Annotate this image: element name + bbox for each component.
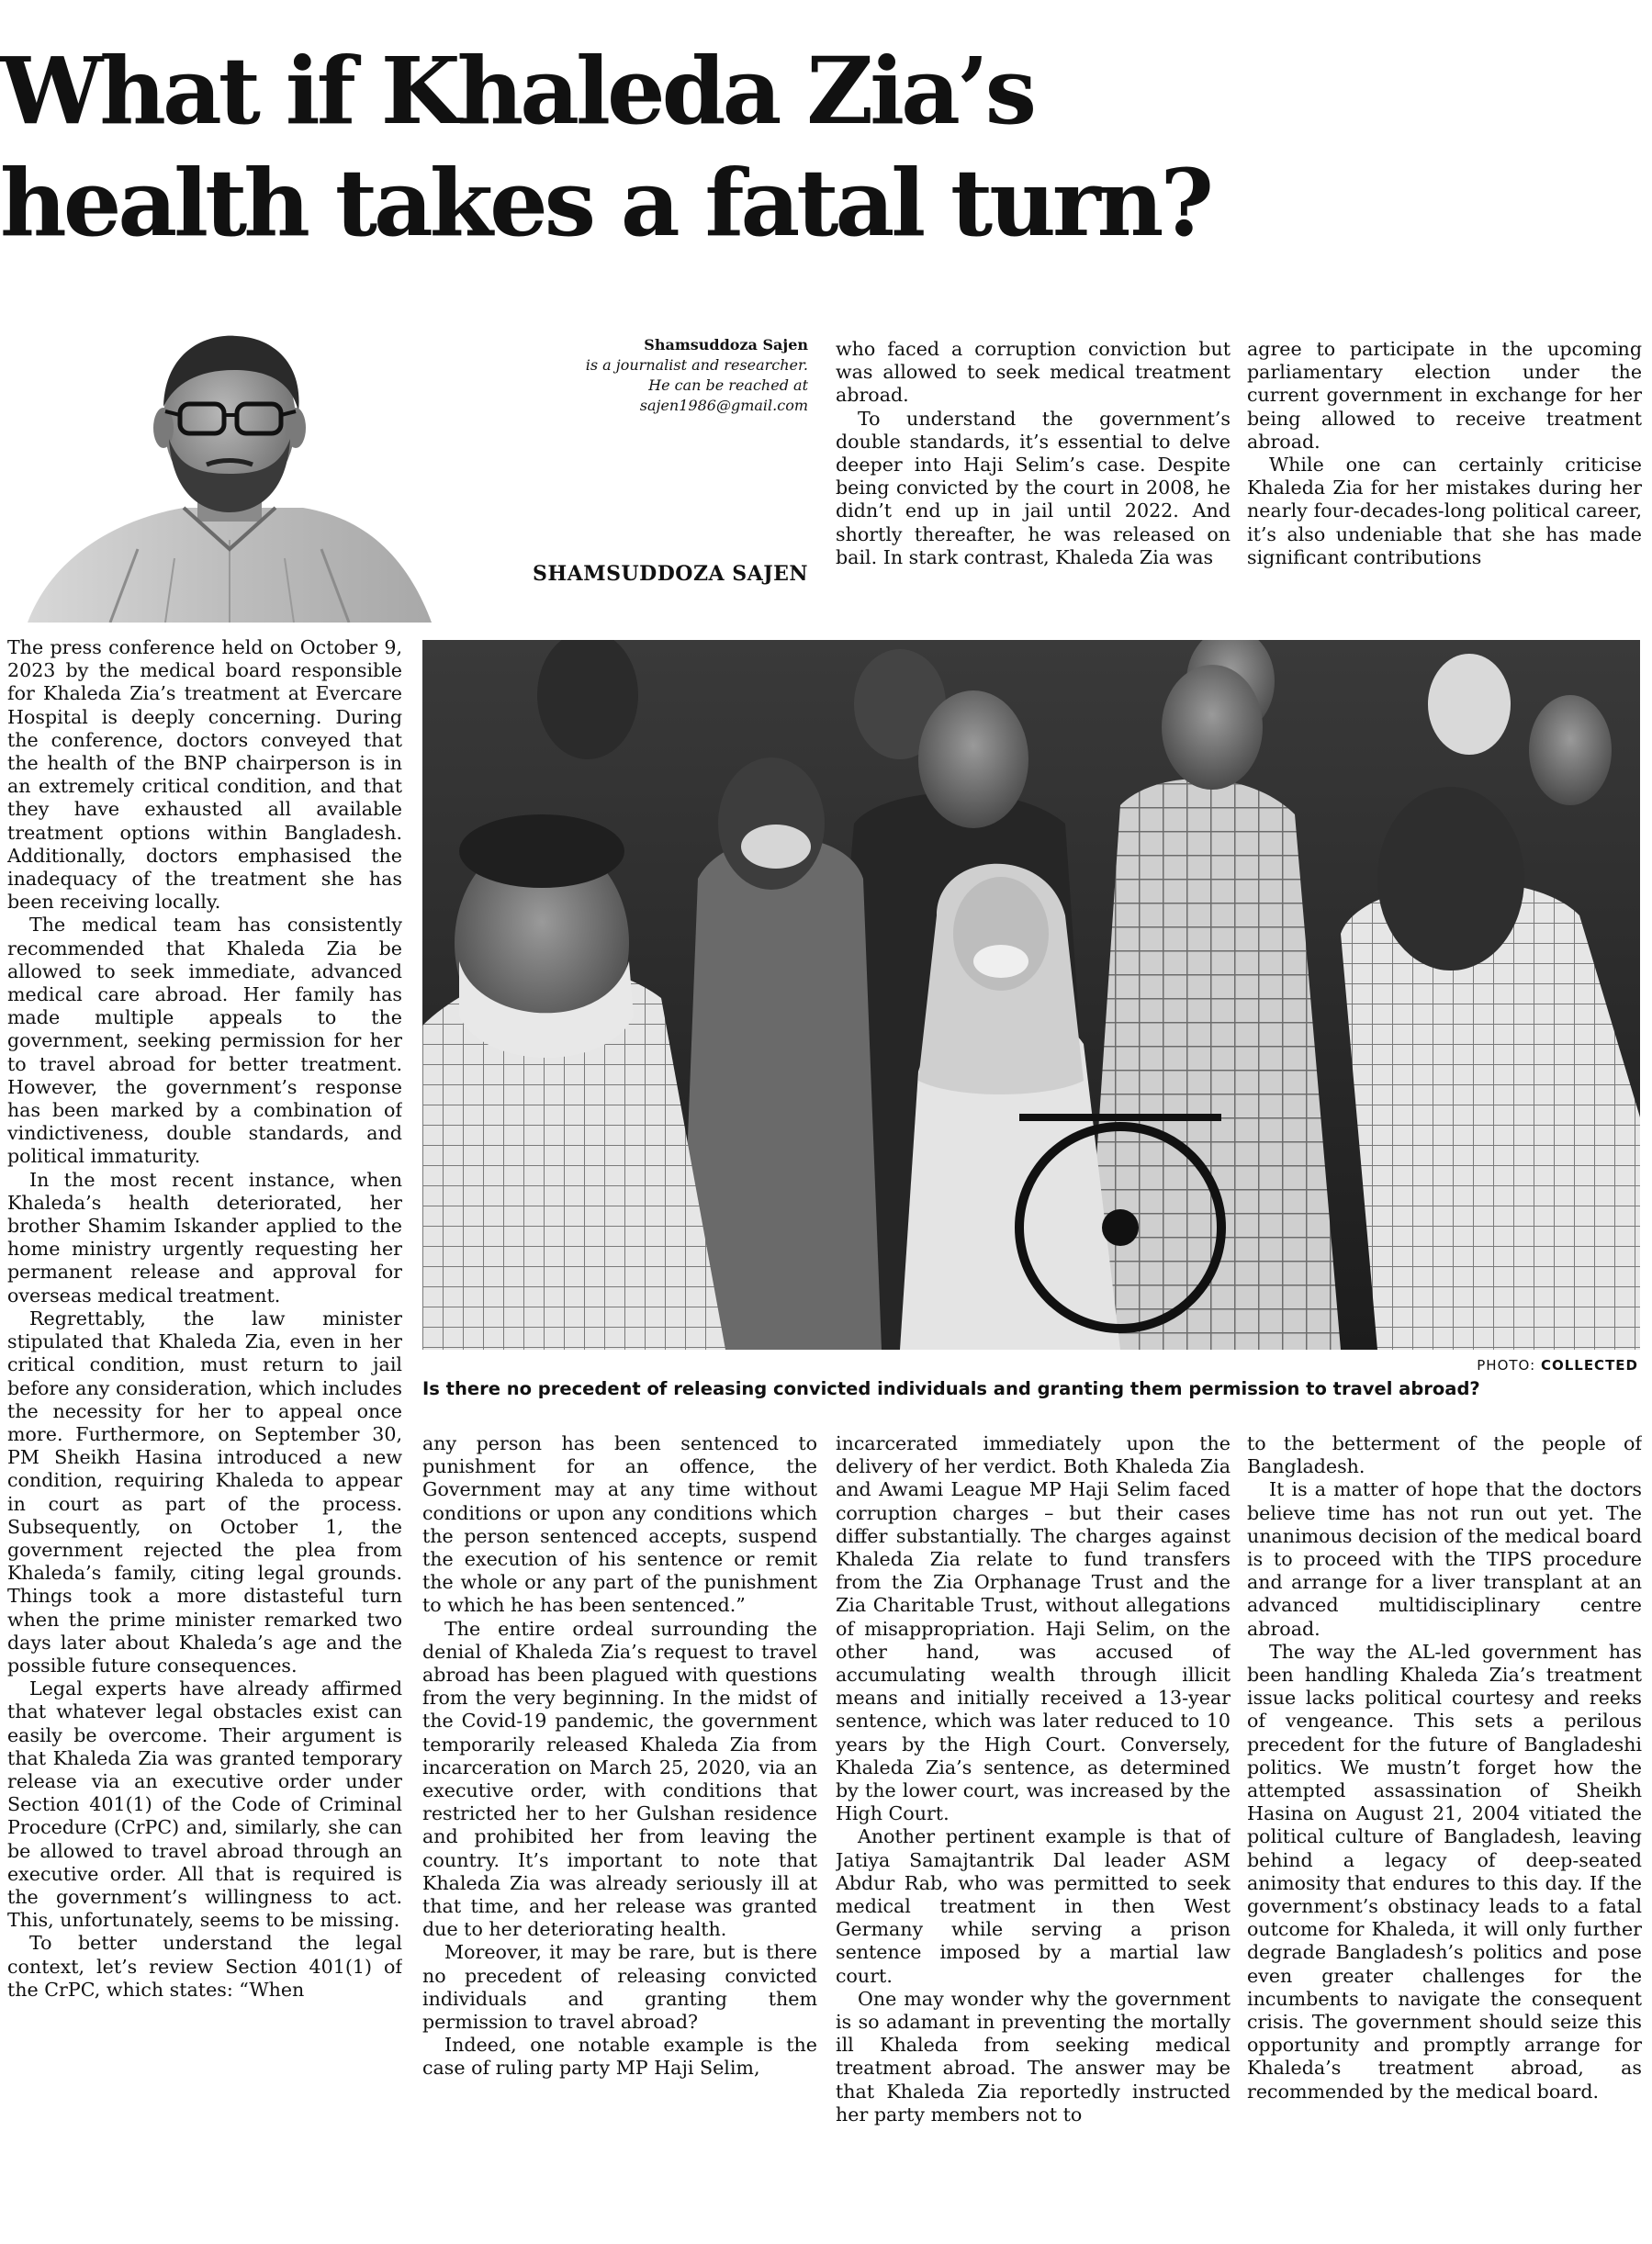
paragraph: While one can certainly criticise Khaleda Zia for her mistakes during her nearly four-decades-long political career, it’s also undeniable that she has made significant contributions	[1247, 454, 1642, 568]
paragraph: To understand the government’s double standards, it’s essential to delve deeper into Haji Selim’s case. Despite being convicted by the court in 2008, he didn’t end up in jail until 2022. And shortly thereafter, he was released on bail. In stark contrast, Khaleda Zia was	[836, 407, 1231, 568]
headline	[0, 35, 1635, 259]
author-bio	[514, 335, 808, 416]
paragraph: agree to participate in the upcoming parliamentary election under the current government in exchange for her being allowed to receive treatment abroad.	[1247, 338, 1642, 453]
author-portrait	[0, 320, 459, 623]
headline-line-2: health takes a fatal turn?	[0, 149, 1210, 257]
photo-caption: Is there no precedent of releasing convicted individuals and granting them permission to travel abroad?	[422, 1378, 1480, 1399]
paragraph: The way the AL-led government has been handling Khaleda Zia’s treatment issue lacks political courtesy and reeks of vengeance. This sets a perilous precedent for the future of Bangladeshi politics. We mustn’t forget how the attempted assassination of Sheikh Hasina on August 21, 2004 vitiated the political culture of Bangladesh, leaving behind a legacy of deep-seated animosity that endures to this day. If the government’s obstinacy leads to a fatal outcome for Khaleda, it will only further degrade Bangladesh’s politics and pose even greater challenges for the incumbents to navigate the consequent crisis. The government should seize this opportunity and promptly arrange for Khaleda’s treatment abroad, as recommended by the medical board.	[1247, 1640, 1642, 2103]
paragraph: To better understand the legal context, let’s review Section 401(1) of the CrPC, which states: “When	[7, 1932, 402, 2001]
author-name: Shamsuddoza Sajen	[644, 336, 808, 353]
paragraph: It is a matter of hope that the doctors believe time has not run out yet. The unanimous decision of the medical board is to proceed with the TIPS procedure and arrange for a liver transplant at an advanced multidisciplinary centre abroad.	[1247, 1478, 1642, 1640]
photo-credit-label: PHOTO:	[1477, 1357, 1536, 1374]
article-column-3	[1247, 338, 1642, 606]
paragraph: The press conference held on October 9, 2023 by the medical board responsible for Khaleda Zia’s treatment at Evercare Hospital is deeply concerning. During the conference, doctors conveyed that the health of the BNP chairperson is in an extremely critical condition, and that they have exhausted all available treatment options within Bangladesh. Additionally, doctors emphasised the inadequacy of the treatment she has been receiving locally.	[7, 636, 402, 914]
photo-credit	[1377, 1357, 1638, 1374]
paragraph: Legal experts have already affirmed that whatever legal obstacles exist can easily be overcome. Their argument is that Khaleda Zia was granted temporary release via an executive order under Section 401(1) of the Code of Criminal Procedure (CrPC) and, similarly, she can be allowed to travel abroad through an executive order. All that is required is the government’s willingness to act. This, unfortunately, seems to be missing.	[7, 1677, 402, 1932]
paragraph: Moreover, it may be rare, but is there no precedent of releasing convicted individuals and granting them permission to travel abroad?	[422, 1941, 817, 2034]
article-column-4	[422, 1432, 817, 2240]
paragraph: to the betterment of the people of Bangladesh.	[1247, 1432, 1642, 1478]
author-email: sajen1986@gmail.com	[639, 397, 808, 414]
paragraph: The medical team has consistently recommended that Khaleda Zia be allowed to seek immediate, advanced medical care abroad. Her family has made multiple appeals to the government, seeking permission for her to travel abroad for better treatment. However, the government’s response has been marked by a combination of vindictiveness, double standards, and political immaturity.	[7, 914, 402, 1168]
article-column-6	[1247, 1432, 1642, 2240]
paragraph: In the most recent instance, when Khaleda’s health deteriorated, her brother Shamim Iskander applied to the home ministry urgently requesting her permanent release and approval for overseas medical treatment.	[7, 1168, 402, 1307]
headline-line-1: What if Khaleda Zia’s	[0, 37, 1034, 145]
paragraph: Regrettably, the law minister stipulated that Khaleda Zia, even in her critical condition, must return to jail before any consideration, which includes the necessity for her to appeal once more. Furthermore, on September 30, PM Sheikh Hasina introduced a new condition, requiring Khaleda to appear in court as part of the process. Subsequently, on October 1, the government rejected the plea from Khaleda’s family, citing legal grounds. Things took a more distasteful turn when the prime minister remarked two days later about Khaleda’s age and the possible future consequences.	[7, 1307, 402, 1677]
author-bio-line: is a journalist and researcher.	[585, 356, 808, 374]
article-column-1	[7, 636, 402, 2238]
paragraph: incarcerated immediately upon the delivery of her verdict. Both Khaleda Zia and Awami League MP Haji Selim faced corruption charges – but their cases differ substantially. The charges against Khaleda Zia relate to fund transfers from the Zia Orphanage Trust and the Zia Charitable Trust, without allegations of misappropriation. Haji Selim, on the other hand, was accused of accumulating wealth through illicit means and initially received a 13-year sentence, which was later reduced to 10 years by the High Court. Conversely, Khaleda Zia’s sentence, as determined by the lower court, was increased by the High Court.	[836, 1432, 1231, 1825]
paragraph: The entire ordeal surrounding the denial of Khaleda Zia’s request to travel abroad has been plagued with questions from the very beginning. In the midst of the Covid-19 pandemic, the government temporarily released Khaleda Zia from incarceration on March 25, 2020, via an executive order, with conditions that restricted her to her Gulshan residence and prohibited her from leaving the country. It’s important to note that Khaleda Zia was already seriously ill at that time, and her release was granted due to her deteriorating health.	[422, 1617, 817, 1941]
paragraph: One may wonder why the government is so adamant in preventing the mortally ill Khaleda from seeking medical treatment abroad. The answer may be that Khaleda Zia reportedly instructed her party members not to	[836, 1987, 1231, 2126]
article-column-5	[836, 1432, 1231, 2240]
article-column-2	[836, 338, 1231, 606]
byline: SHAMSUDDOZA SAJEN	[532, 562, 808, 586]
author-bio-line: He can be reached at	[648, 376, 808, 394]
paragraph: any person has been sentenced to punishment for an offence, the Government may at any time without conditions or upon any conditions which the person sentenced accepts, suspend the execution of his sentence or remit the whole or any part of the punishment to which he has been sentenced.”	[422, 1432, 817, 1617]
article-photo	[422, 640, 1640, 1350]
paragraph: Indeed, one notable example is the case of ruling party MP Haji Selim,	[422, 2034, 817, 2080]
photo-credit-source: COLLECTED	[1540, 1357, 1638, 1374]
paragraph: who faced a corruption conviction but was allowed to seek medical treatment abroad.	[836, 338, 1231, 407]
paragraph: Another pertinent example is that of Jatiya Samajtantrik Dal leader ASM Abdur Rab, who was permitted to seek medical treatment in then West Germany while serving a prison sentence imposed by a martial law court.	[836, 1825, 1231, 1987]
